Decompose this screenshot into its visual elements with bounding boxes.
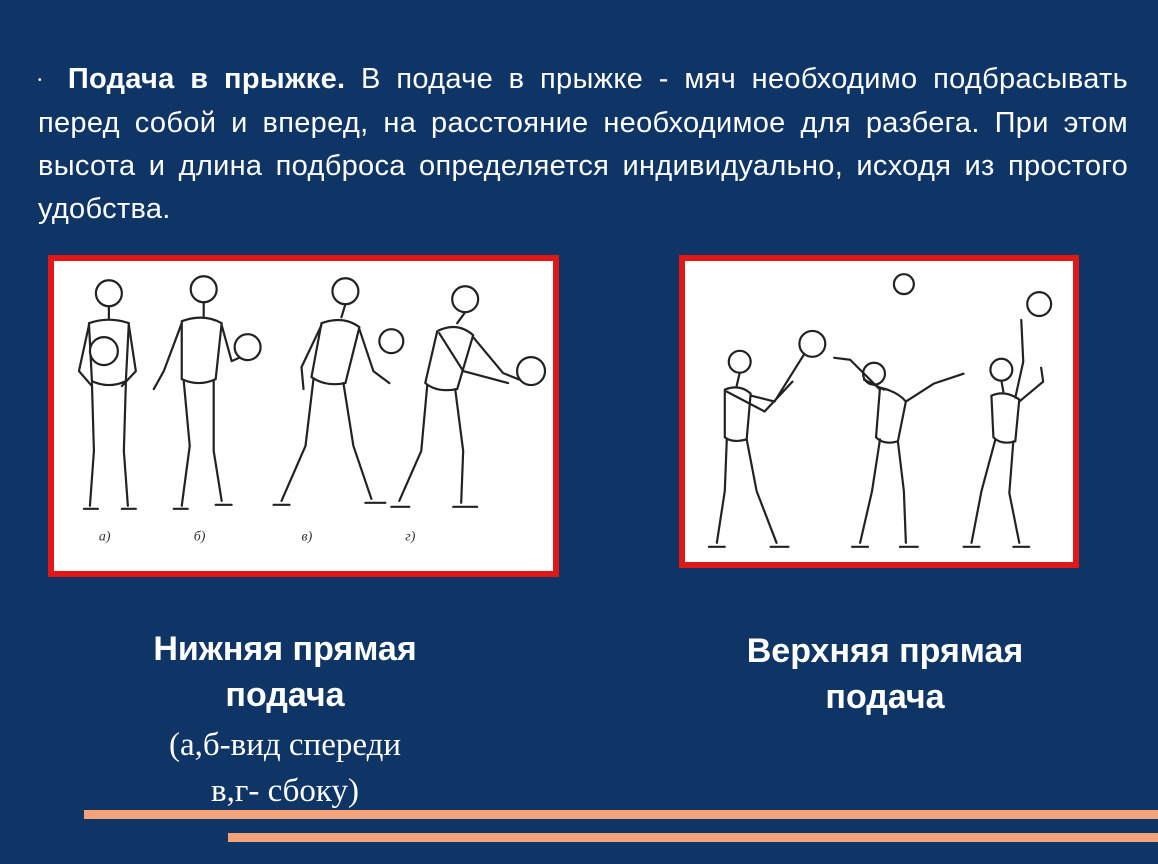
decorative-stripe-bottom [228,833,1158,842]
subcaption-line-1: (а,б-вид спереди [168,727,402,763]
intro-bold-term: Подача в прыжке. [67,63,346,95]
overhand-serve-drawing [685,261,1073,562]
underhand-serve-drawing [54,261,553,571]
label-a: а) [98,529,111,545]
underhand-serve-subcaption [100,722,470,814]
overhand-serve-illustration [679,255,1079,568]
overhand-figure-1 [709,331,825,547]
underhand-serve-illustration [48,255,559,577]
decorative-stripe-top [84,810,1158,819]
intro-text: В подаче в прыжке - мяч необходимо подбрасывать перед собой и вперед, на расстояние необходимое для разбега. При этом высота и длина подброса определяется индивидуально, исходя из простого удобства. [38,63,1128,225]
figure-d [391,286,545,544]
figure-c [274,278,404,544]
label-d: г) [405,529,416,545]
bullet-icon: • [38,74,42,86]
intro-paragraph [38,58,1128,231]
figure-a [79,280,136,544]
subcaption-line-2: в,г- сбоку) [210,773,359,809]
overhand-serve-caption: Верхняя прямая подача [746,632,1024,716]
figure-b [154,276,261,544]
ball-top [894,274,914,294]
overhand-figure-2 [834,358,963,547]
label-c: в) [301,529,313,545]
label-b: б) [193,529,206,545]
overhand-figure-3 [964,292,1052,547]
underhand-serve-caption: Нижняя прямая подача [153,630,417,714]
